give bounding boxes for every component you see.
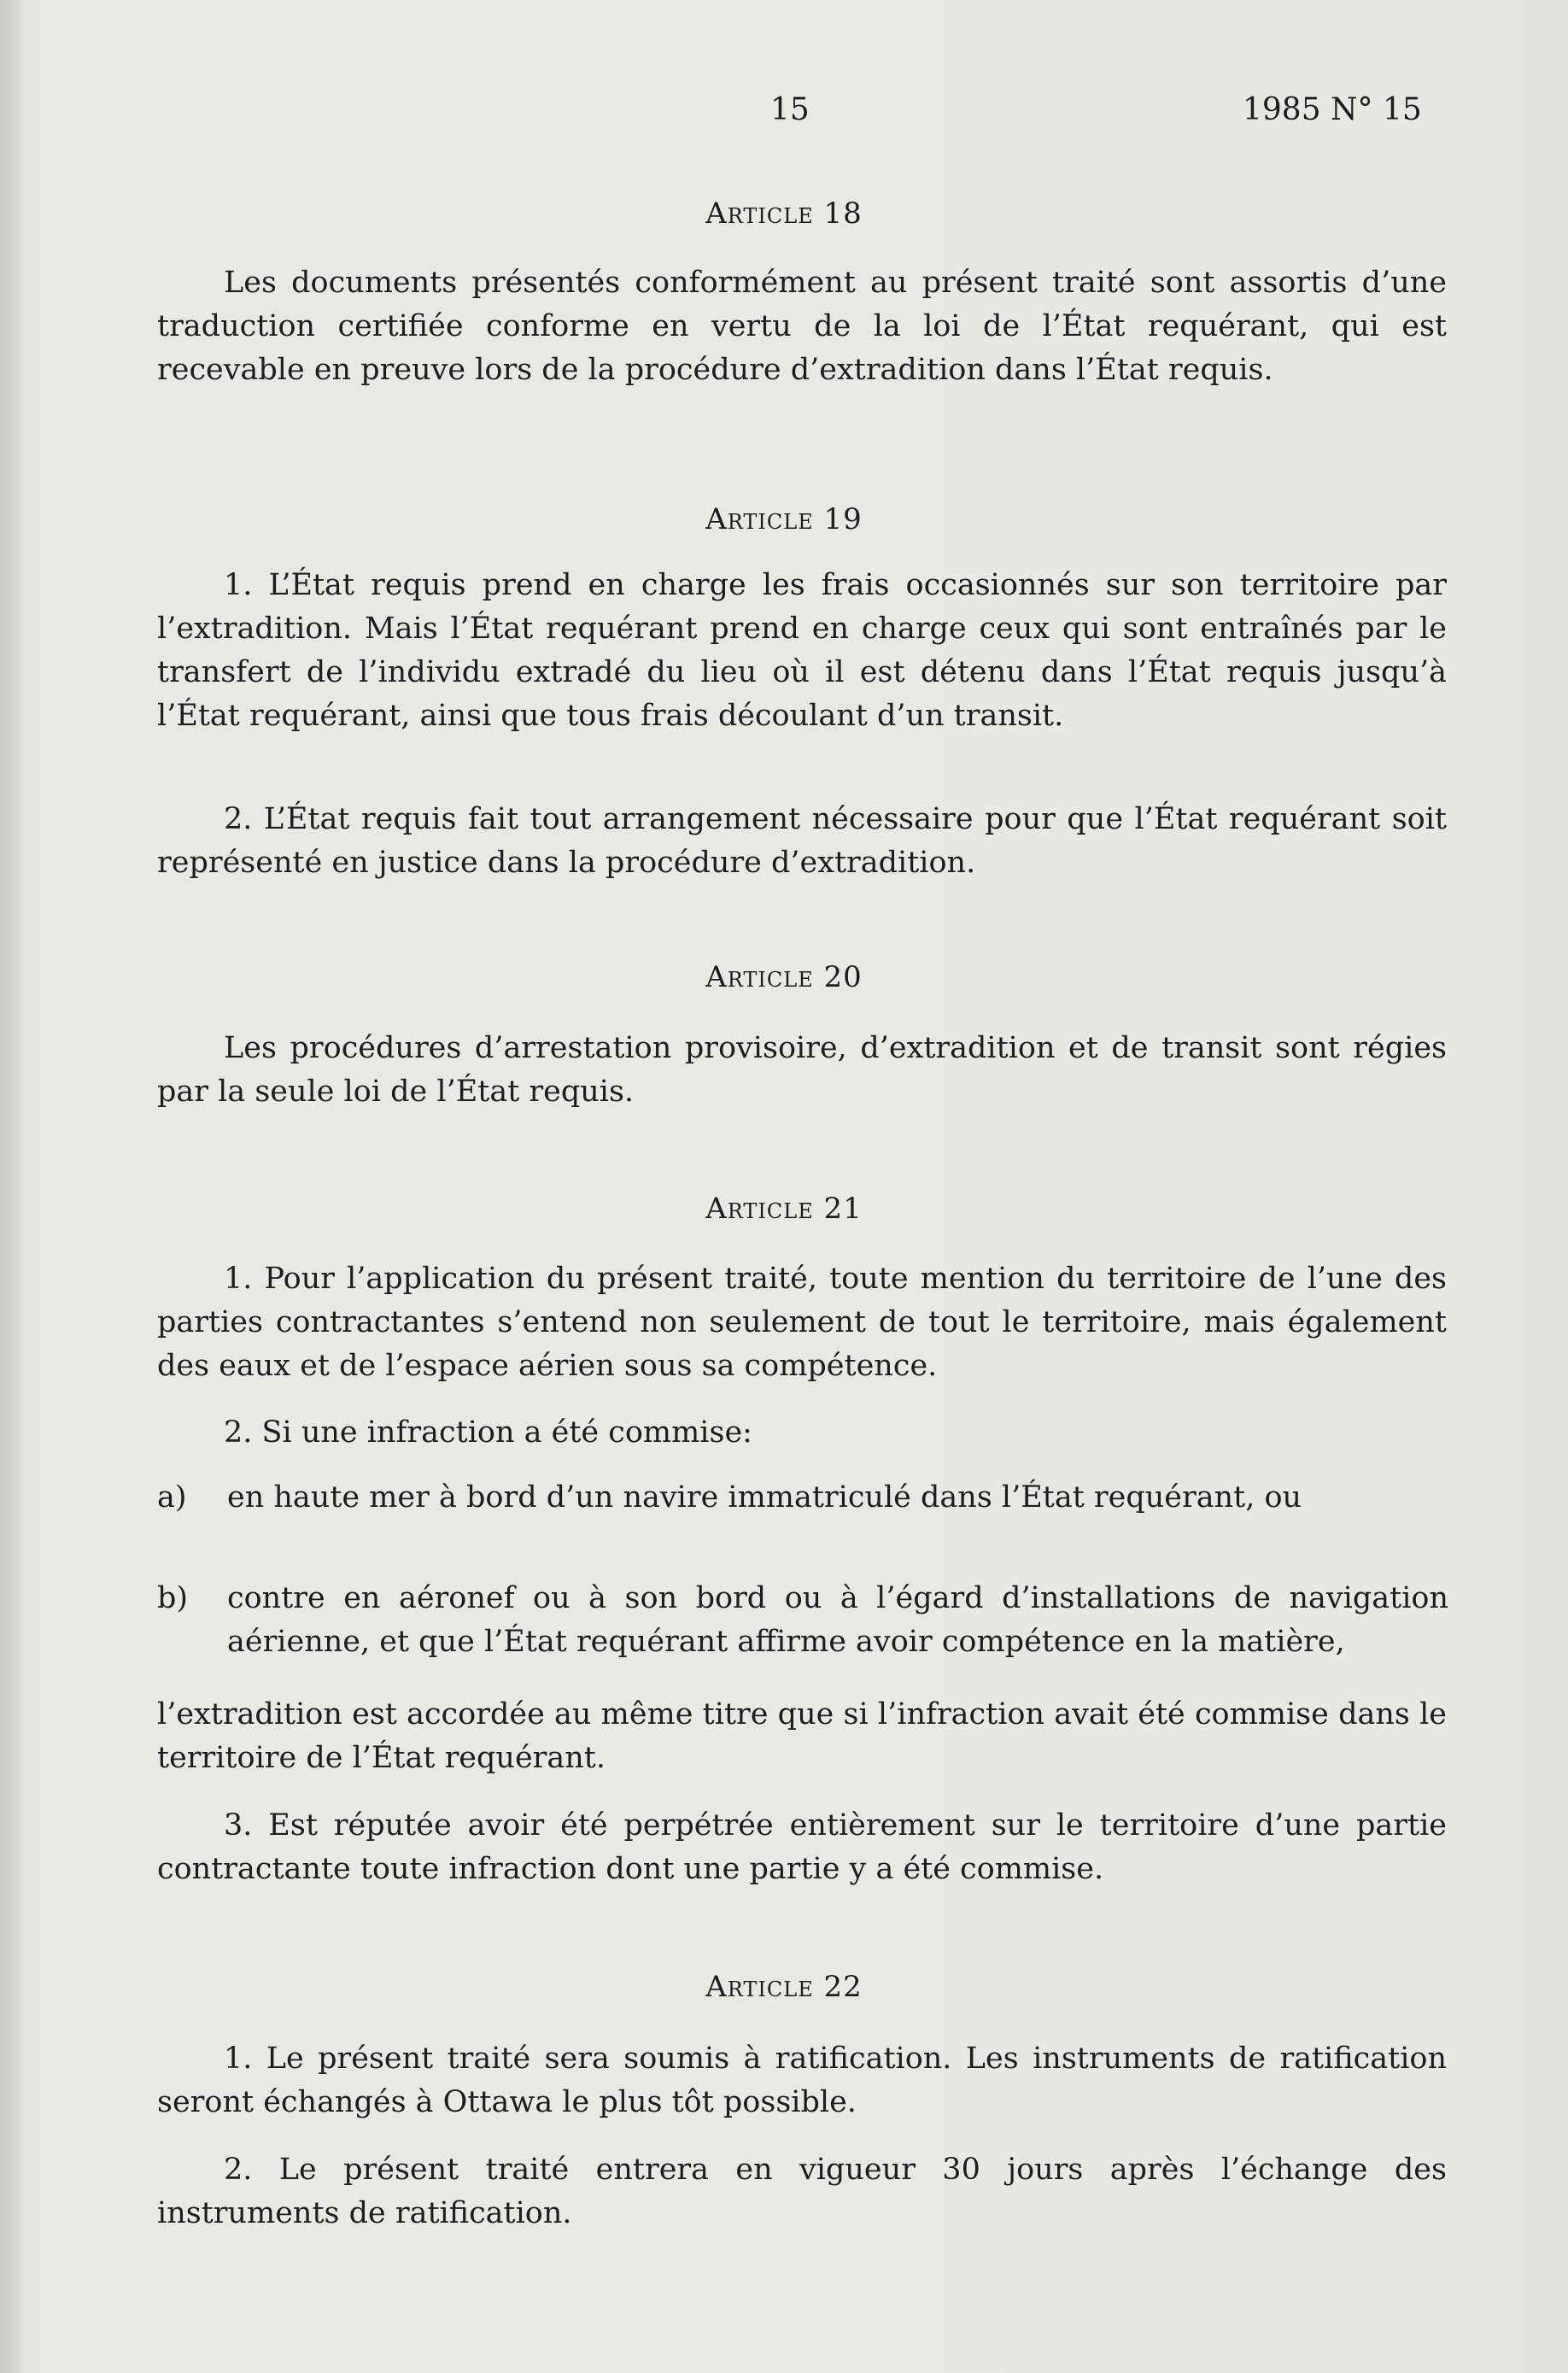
item-a-label: a) <box>157 1480 187 1515</box>
article-19-paragraph-1: 1. L’État requis prend en charge les frais occasionnés sur son territoire par l’extradition. Mais l’État requérant prend en charge ceux qui sont entraînés par le transfert de l’individu extradé du lieu où il est détenu dans l’État requis jusqu’à l’État requérant, ainsi que tous frais découlant d’un transit. <box>157 568 1447 733</box>
article-18-paragraph: Les documents présentés conformément au présent traité sont assortis d’une traduction certifiée conforme en vertu de la loi de l’État requérant, qui est recevable en preuve lors de la procédure d’extradition dans l’État requis. <box>157 266 1447 387</box>
article-20-heading: Article 20 <box>705 960 863 994</box>
item-b-label: b) <box>157 1581 189 1615</box>
article-21-paragraph-1: 1. Pour l’application du présent traité, toute mention du territoire de l’une des parties contractantes s’entend non seulement de tout le territoire, mais également des eaux et de l’espace aérien sous sa compétence. <box>157 1262 1447 1383</box>
article-21-item-a <box>157 1476 1448 1520</box>
article-22-heading: Article 22 <box>705 1970 863 2004</box>
article-18-heading: Article 18 <box>705 196 863 231</box>
article-19-paragraph-2: 2. L’État requis fait tout arrangement nécessaire pour que l’État requérant soit représenté en justice dans la procédure d’extradition. <box>157 802 1447 880</box>
article-21-paragraph-3: 3. Est réputée avoir été perpétrée entièrement sur le territoire d’une partie contractante toute infraction dont une partie y a été commise. <box>157 1808 1447 1886</box>
article-22-paragraph-2: 2. Le présent traité entrera en vigueur 30 jours après l’échange des instruments de ratification. <box>157 2153 1447 2230</box>
book-spine-shadow <box>0 0 20 2373</box>
article-21-paragraph-2: 2. Si une infraction a été commise: <box>224 1415 752 1450</box>
year-number: 1985 N° 15 <box>1243 92 1422 127</box>
article-21-item-b <box>157 1577 1448 1664</box>
article-21-heading: Article 21 <box>705 1192 863 1226</box>
article-19-heading: Article 19 <box>705 502 863 536</box>
page-number: 15 <box>770 92 810 127</box>
item-b-text: contre en aéronef ou à son bord ou à l’égard d’installations de navigation aérienne, et que l’État requérant affirme avoir compétence en la matière, <box>227 1581 1448 1659</box>
item-a-text: en haute mer à bord d’un navire immatriculé dans l’État requérant, ou <box>227 1480 1302 1515</box>
article-20-paragraph: Les procédures d’arrestation provisoire, d’extradition et de transit sont régies par la seule loi de l’État requis. <box>157 1031 1447 1109</box>
article-22-paragraph-1: 1. Le présent traité sera soumis à ratification. Les instruments de ratification seront échangés à Ottawa le plus tôt possible. <box>157 2042 1447 2119</box>
article-21-continuation: l’extradition est accordée au même titre que si l’infraction avait été commise dans le territoire de l’État requérant. <box>157 1697 1447 1775</box>
